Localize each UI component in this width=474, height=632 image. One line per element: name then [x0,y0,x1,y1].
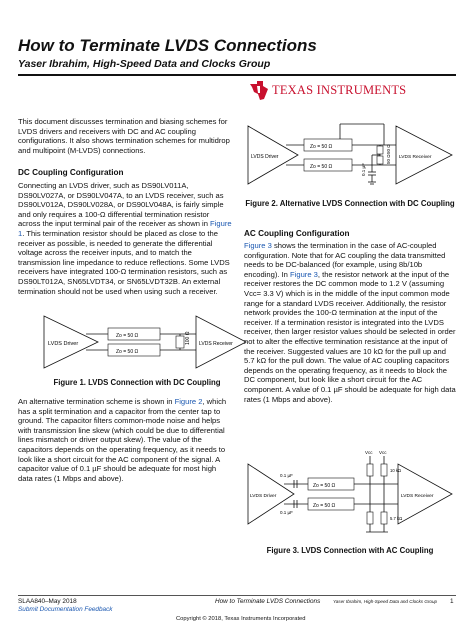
fig1-resistor-label: 100 Ω [185,331,191,345]
figure-2-link[interactable]: Figure 2 [174,397,203,406]
author-line: Yaser Ibrahim, High-Speed Data and Clocks Group [18,58,271,70]
fig2-resistor-bottom-label: 50 Ω [386,154,391,164]
fig3-receiver-label: LVDS Receiver [401,494,434,499]
copyright: Copyright © 2018, Texas Instruments Incorporated [176,616,306,622]
intro-paragraph: This document discusses termination and biasing schemes for LVDS drivers and receivers with DC and AC coupling configurations. It also shows termination schemes for multidrop and multipoint (M-LVDS) connections. [18,117,230,155]
footer-author: Yaser Ibrahim, High-Speed Data and Clocks Group [333,599,438,604]
figure-3-diagram [244,450,456,542]
fig2-receiver-label: LVDS Receiver [399,155,432,160]
fig1-driver-label: LVDS Driver [48,341,79,347]
fig3-vcc-right: Vcc [379,450,387,455]
fig2-z0-bottom: Zo = 50 Ω [310,164,333,170]
figure-3-caption: Figure 3. LVDS Connection with AC Coupling [266,546,434,555]
figure-3-link[interactable]: Figure 3 [244,241,272,250]
fig1-z0-bottom: Zo = 50 Ω [116,349,139,355]
figure-2-caption: Figure 2. Alternative LVDS Connection with DC Coupling [245,199,455,208]
figure-2-diagram [244,112,456,194]
fig1-z0-top: Zo = 50 Ω [116,333,139,339]
figure-1-link[interactable]: Figure 1 [18,219,232,238]
dc-paragraph-1: Connecting an LVDS driver, such as DS90LV011A, DS90LV027A, or DS90LV047A, to an LVDS receiver, such as DS90LV012A, DS90LV028A, or DS90LV048A, is fairly simple and only requires a 100-Ω differential termination resistor across the input terminal pair of the receiver as shown in Figure 1. This termination resistor should be placed as close to the receiver as possible, is needed to generate the differential voltage across the receiver inputs, and to match the transmission line impedance to reduce reflections. Some LVDS receivers have integrated 100-Ω termination resistors, such as DS90LT012A, SN65LVDT34, or SN65LVDT32B. An external termination should not be used when using such a receiver. [18,181,232,296]
fig2-cap-label: 0.1 µF [361,163,366,176]
ti-logo [248,79,458,101]
figure-3-link-2[interactable]: Figure 3 [290,269,318,279]
ti-logo-icon [248,79,270,101]
fig3-driver-label: LVDS Driver [250,494,277,499]
fig3-vcc-left: Vcc [365,450,373,455]
ac-heading: AC Coupling Configuration [244,229,350,238]
ac-paragraph-1: Figure 3 shows the termination in the case of AC-coupled configuration. Note that for AC coupling the data transmitted needs to be DC-balanced (for example, using 8b/10b encoding). In Figure 3, the resistor network at the input of the receiver restores the DC common mode to 1.2 V (assuming Vcc= 3.3 V) which is in the middle of the input common mode range for a standard LVDS receiver. Additionally, the resistor network provides the 100-Ω termination at the input of the receiver. If a termination resistor is integrated into the LVDS receiver, then larger resistor values should be selected in order not to alter the effective termination resistance at the input of the receiver. Suggested values are 10 kΩ for the pull up and 5.7 kΩ for the pull down. The value of AC coupling capacitors depends on the operating frequency, as it needs to block the DC component, but look like a short circuit for the AC component. A value of 0.1 µF should be adequate for high data rates (1 Mbps and above). [244,241,456,404]
fig3-cap-bottom-label: 0.1 µF [280,510,293,515]
fig3-z0-top: Zo = 50 Ω [313,483,336,489]
page-number: 1 [450,598,454,605]
doc-id: SLAA840–May 2018 [18,598,77,605]
fig3-z0-bottom: Zo = 50 Ω [313,503,336,509]
figure-1-caption: Figure 1. LVDS Connection with DC Coupling [53,378,221,387]
feedback-link[interactable]: Submit Documentation Feedback [18,606,113,613]
fig1-receiver-label: LVDS Receiver [199,341,233,347]
fig2-driver-label: LVDS Driver [251,154,279,160]
fig2-z0-top: Zo = 50 Ω [310,144,333,150]
header-rule [18,74,456,76]
figure-1-diagram [40,308,250,376]
logo-wordmark: TEXAS INSTRUMENTS [272,83,407,97]
page-title: How to Terminate LVDS Connections [18,36,317,55]
footer-title: How to Terminate LVDS Connections [215,598,321,605]
fig3-cap-top-label: 0.1 µF [280,473,293,478]
fig2-resistor-top-label: 50 Ω [386,144,391,154]
footer-rule [18,595,456,596]
fig3-pulldown-label: 5.7 kΩ [390,516,403,521]
fig3-pullup-label: 10 kΩ [390,468,402,473]
dc-heading: DC Coupling Configuration [18,168,124,177]
dc-paragraph-2: An alternative termination scheme is shown in Figure 2, which has a split termination and a capacitor from the center tap to ground. The capacitor filters common-mode noise and helps with transmission line skew (which could be due to differential lines mismatch or driver output skew). The value of the capacitors depends on the operating frequency, as it needs to look like a short circuit for the AC component of the signal. A capacitor value of 0.1 µF should be adequate for most high data rates (1 Mbps and above). [18,397,227,483]
